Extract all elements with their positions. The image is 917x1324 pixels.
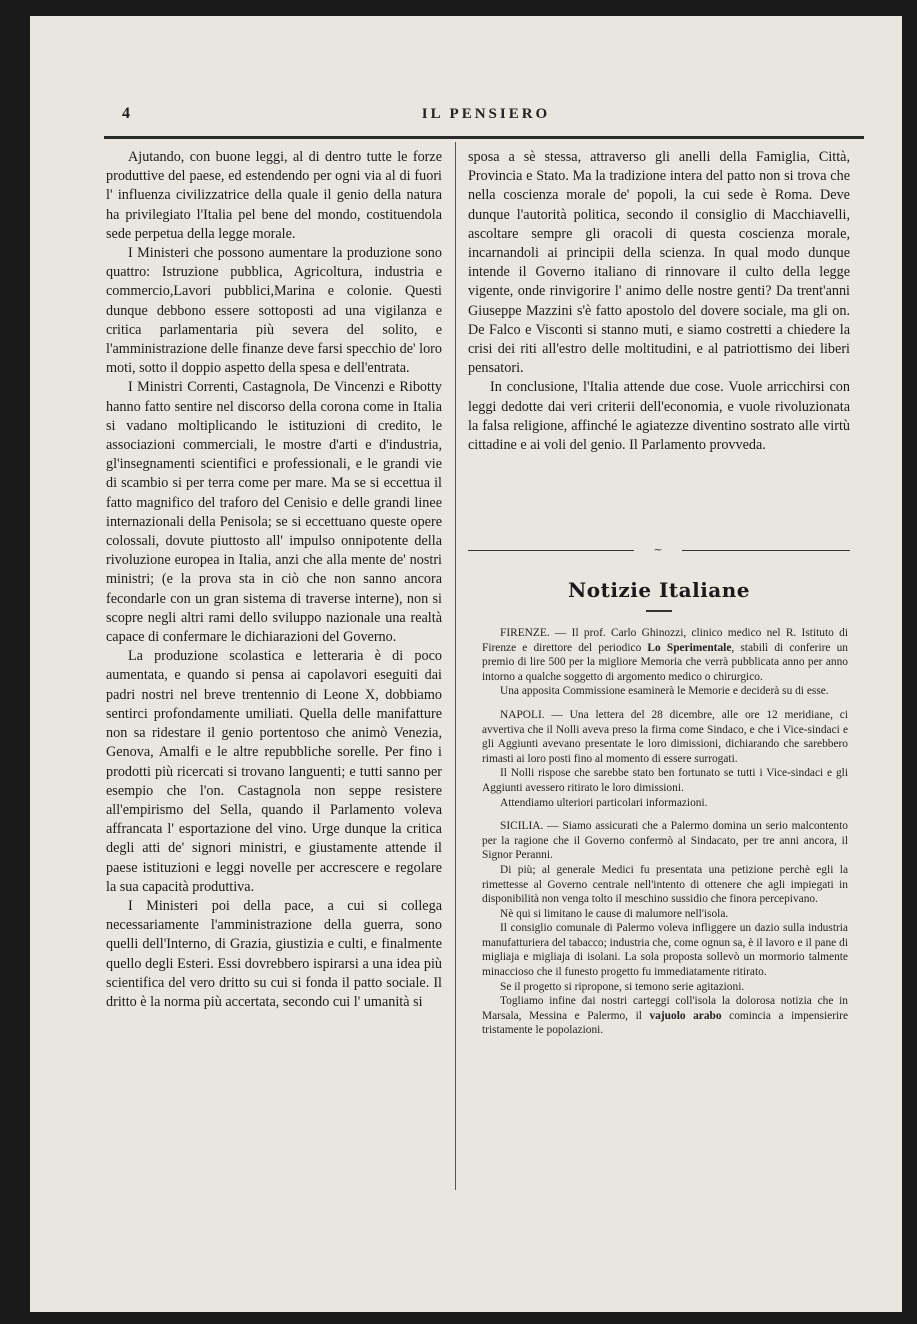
right-column <box>468 148 850 455</box>
paragraph: I Ministri Correnti, Castagnola, De Vincenzi e Ribotty hanno fatto sentire nel discorso della corona come in Italia si vadano moltiplicando le istituzioni di credito, le associazioni commerciali, le mostre d'arti e d'industria, gl'insegnamenti scientifici e professionali, e le grandi vie di scambio si per terra come per mare. Ma se si eccettua il fatto magnifico del traforo del Cenisio e delle grandi linee internazionali della Penisola; se si eccettuano queste opere colossali, dovute piuttosto all' impulso onnipotente della rivoluzione europea in Italia, anzi che alla mente de' nostri ministri; (e la prova sta in ciò che non sanno ancora fecondarle con un gran sistema di traverse interne), non si scopre negli altri rami dello sviluppo nazionale una realtà capace di confermare le dichiarazioni del Governo. <box>106 379 442 646</box>
journal-name: Lo Sperimentale <box>647 641 732 654</box>
news-item: Di più; al generale Medici fu presentata una petizione perchè egli la rimettesse al Governo centrale nell'intento di ottenere che agli impiegati in disponibilità non venga tolto il meschino sussidio che finora percepivano. <box>482 863 848 906</box>
news-item: Se il progetto si ripropone, si temono serie agitazioni. <box>500 980 745 993</box>
left-column <box>106 148 442 1012</box>
news-item: Una apposita Commissione esaminerà le Memorie e deciderà su di esse. <box>500 685 829 698</box>
page-number: 4 <box>122 105 130 122</box>
page-header <box>106 104 866 132</box>
section-title: Notizie Italiane <box>567 578 751 602</box>
header-rule <box>104 136 864 139</box>
news-item-sicilia: SICILIA. — Siamo assicurati che a Palermo domina un serio malcontento per la ragione che il Governo confermò al Sindacato, per tre anni ancora, il Signor Peranni. <box>482 820 848 862</box>
column-divider <box>455 142 456 1190</box>
paragraph: I Ministeri che possono aumentare la produzione sono quattro: Istruzione pubblica, Agricoltura, industria e commercio,Lavori pubblici,Marina e colonie. Questi dunque debbono essere sottoposti ad una vigilanza e critica parlamentaria più severa del solito, e l'amministrazione delle finanze deve farsi specchio de' loro moti, sotto il doppio aspetto della spesa e dell'entrata. <box>106 245 442 377</box>
news-item-napoli: NAPOLI. — Una lettera del 28 dicembre, alle ore 12 meridiane, ci avvertiva che il Nolli aveva preso la firma come Sindaco, e che i Vice-sindaci e gli Aggiunti avevano presentate le loro dimissioni, dichiarando che sarebbero rimasti ai loro posti fino al momento di essere surrogati. <box>482 708 848 765</box>
news-item-firenze: FIRENZE. — Il prof. Carlo Ghinozzi, clinico medico nel R. Istituto di Firenze e direttore del periodico Lo Sperimentale, stabilì di conferire un premio di lire 500 per la migliore Memoria che verrà pubblicata anno per anno intorno a qualche soggetto di argomento medico o chirurgico. <box>482 627 848 683</box>
news-item: Il consiglio comunale di Palermo voleva infliggere un dazio sulla industria manufatturiera del tabacco; industria che, come ognun sa, è il lavoro e il pane di migliaja e migliaja di isolani. La sola proposta sollevò un mormorio talmente minaccioso che il funesto progetto fu immediatamente ritirato. <box>482 922 848 979</box>
news-item: Il Nolli rispose che sarebbe stato ben fortunato se tutti i Vice-sindaci e gli Aggiunti avessero ritirato le loro dimissioni. <box>482 767 848 794</box>
paragraph: La produzione scolastica e letteraria è di poco aumentata, e quando si pensa ai capolavori eseguiti dai padri nostri nel breve trentennio di Leone X, dobbiamo sentirci profondamente umiliati. Quella delle manifatture non sa ridestare il genio portentoso che animò Venezia, Genova, Amalfi e le altre repubbliche sorelle. Per fino i prodotti più ricercati si trovano languenti; e tutti sanno per esempio che l'on. Castagnola non seppe resistere all'empirismo del Sella, quando il Parlamento voleva affrancata l' esportazione del vino. Urge dunque la critica degli atti de' signori ministri, e giustamente attende il paese istituzioni e leggi novelle per accrescere e regolare la sua capacità produttiva. <box>106 648 442 895</box>
news-item: Attendiamo ulteriori particolari informazioni. <box>500 796 708 809</box>
disease-name: vajuolo arabo <box>649 1009 722 1022</box>
paragraph: I Ministeri poi della pace, a cui si collega necessariamente l'amministrazione della guerra, sono quelli dell'Interno, di Grazia, giustizia e culti, e finalmente quello degli Esteri. Essi dovrebbero ispirarsi a una idea più scientifica del vero dritto su cui si fonda il patto sociale. Il dritto è la norma più accertata, secondo cui l' umanità si <box>106 897 442 1010</box>
news-column <box>482 626 848 1038</box>
news-item: Togliamo infine dai nostri carteggi coll'isola la dolorosa notizia che in Marsala, Messina e Palermo, il vajuolo arabo comincia a impensierire tristamente le popolazioni. <box>482 995 848 1037</box>
paragraph: In conclusione, l'Italia attende due cose. Vuole arricchirsi con leggi dedotte dai veri criterii dell'economia, e vuole rivoluzionata la falsa religione, affinché le agiatezze diventino sostrato alle virtù cittadine e ai voli del genio. Il Parlamento provveda. <box>468 379 850 454</box>
running-title: IL PENSIERO <box>421 106 551 122</box>
title-dash <box>646 610 672 612</box>
news-item: Nè qui si limitano le cause di malumore nell'isola. <box>500 907 729 920</box>
ornament-icon: ~ <box>634 544 682 556</box>
paragraph: sposa a sè stessa, attraverso gli anelli della Famiglia, Città, Provincia e Stato. Ma la tradizione intera del patto non si trova che nella coscienza morale de' popoli, la cui sede è Roma. Deve dunque l'autorità politica, secondo il consiglio di Macchiavelli, ascoltare sempre gli oracoli di questa coscienza morale, incarnandoli ai principii della scienza. In qual modo dunque intende il Governo italiano di rinnovare il culto della legge vigente, onde rinvigorire l' animo delle nostre genti? Da trent'anni Giuseppe Mazzini s'è fatto apostolo del dovere sociale, ma gli on. De Falco e Visconti si stanno muti, e siamo costretti a chiedere la crisi dei riti all'estro delle moltitudini, e al patriottismo dei liberi pensatori. <box>468 149 850 377</box>
paragraph: Ajutando, con buone leggi, al di dentro tutte le forze produttive del paese, ed estendendo per ogni via al di fuori l' influenza civilizzatrice della quale il genio della natura ha privilegiato l'Italia pel bene del mondo, costituendola sede perpetua della legge morale. <box>106 149 442 242</box>
section-divider <box>468 544 850 556</box>
